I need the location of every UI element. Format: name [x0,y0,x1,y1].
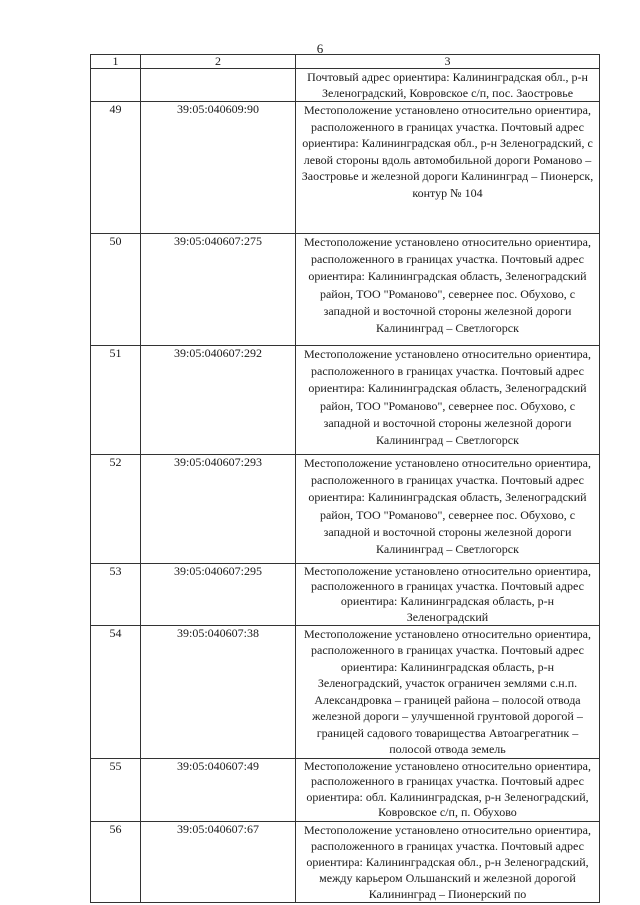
continuation-row [91,69,600,102]
header-col-3: 3 [296,55,600,69]
cadastral-number: 39:05:040607:49 [141,758,296,821]
page-number: 6 [316,41,324,56]
table-row [91,564,600,626]
cadastral-number: 39:05:040607:67 [141,821,296,902]
cadastral-number: 39:05:040607:275 [141,234,296,346]
row-number: 50 [91,234,141,346]
location-description: Местоположение установлено относительно ориентира, расположенного в границах участка. Почтовый адрес ориентира: Калининградская область, Зеленоградский район, ТОО "Романово", севернее пос. Обухово, с западной и восточной стороны железной дороги Калининград – Светлогорск [296,234,600,346]
row-number: 49 [91,102,141,234]
table-row [91,455,600,564]
table-row [91,234,600,346]
location-description: Местоположение установлено относительно ориентира, расположенного в границах участка. Почтовый адрес ориентира: Калининградская область, р-н Зеленоградский, участок ограничен землями с.н.п. Александровка – границей района – полосой отвода железной дороги – улучшенной грунтовой дорогой – границей садового товарищества Автоагрегатник – полосой отвода земель [296,625,600,758]
row-number: 51 [91,346,141,455]
row-number: 56 [91,821,141,902]
table-row [91,102,600,234]
cadastral-number: 39:05:040607:292 [141,346,296,455]
location-description: Местоположение установлено относительно ориентира, расположенного в границах участка. Почтовый адрес ориентира: Калининградская обл., р-н Зеленоградский, между карьером Ольшанский и железной дорогой Калининград – Пионерский по [296,821,600,902]
header-col-1: 1 [91,55,141,69]
continuation-num-cell [91,69,141,102]
location-description: Местоположение установлено относительно ориентира, расположенного в границах участка. Почтовый адрес ориентира: Калининградская область, р-н Зеленоградский [296,564,600,626]
table-row [91,758,600,821]
row-number: 55 [91,758,141,821]
cadastral-number: 39:05:040609:90 [141,102,296,234]
location-description: Местоположение установлено относительно ориентира, расположенного в границах участка. Почтовый адрес ориентира: Калининградская область, Зеленоградский район, ТОО "Романово", севернее пос. Обухово, с западной и восточной стороны железной дороги Калининград – Светлогорск [296,346,600,455]
cadastral-number: 39:05:040607:38 [141,625,296,758]
row-number: 54 [91,625,141,758]
cadastral-number: 39:05:040607:295 [141,564,296,626]
row-number: 52 [91,455,141,564]
location-description: Местоположение установлено относительно ориентира, расположенного в границах участка. Почтовый адрес ориентира: Калининградская обл., р-н Зеленоградский, с левой стороны вдоль автомобильной дороги Романово – Заостровье и железной дороги Калининград – Пионерск, контур № 104 [296,102,600,234]
location-description: Местоположение установлено относительно ориентира, расположенного в границах участка. Почтовый адрес ориентира: Калининградская область, Зеленоградский район, ТОО "Романово", севернее пос. Обухово, с западной и восточной стороны железной дороги Калининград – Светлогорск [296,455,600,564]
row-number: 53 [91,564,141,626]
table-header-row [91,55,600,69]
continuation-cadastral-cell [141,69,296,102]
continuation-desc-cell: Почтовый адрес ориентира: Калининградская обл., р-н Зеленоградский, Ковровское с/п, пос. Заостровье [296,69,600,102]
header-col-2: 2 [141,55,296,69]
location-description: Местоположение установлено относительно ориентира, расположенного в границах участка. Почтовый адрес ориентира: обл. Калининградская, р-н Зеленоградский, Ковровское с/п, п. Обухово [296,758,600,821]
table-row [91,625,600,758]
table-row [91,346,600,455]
land-plots-table [90,54,600,903]
cadastral-number: 39:05:040607:293 [141,455,296,564]
table-row [91,821,600,902]
